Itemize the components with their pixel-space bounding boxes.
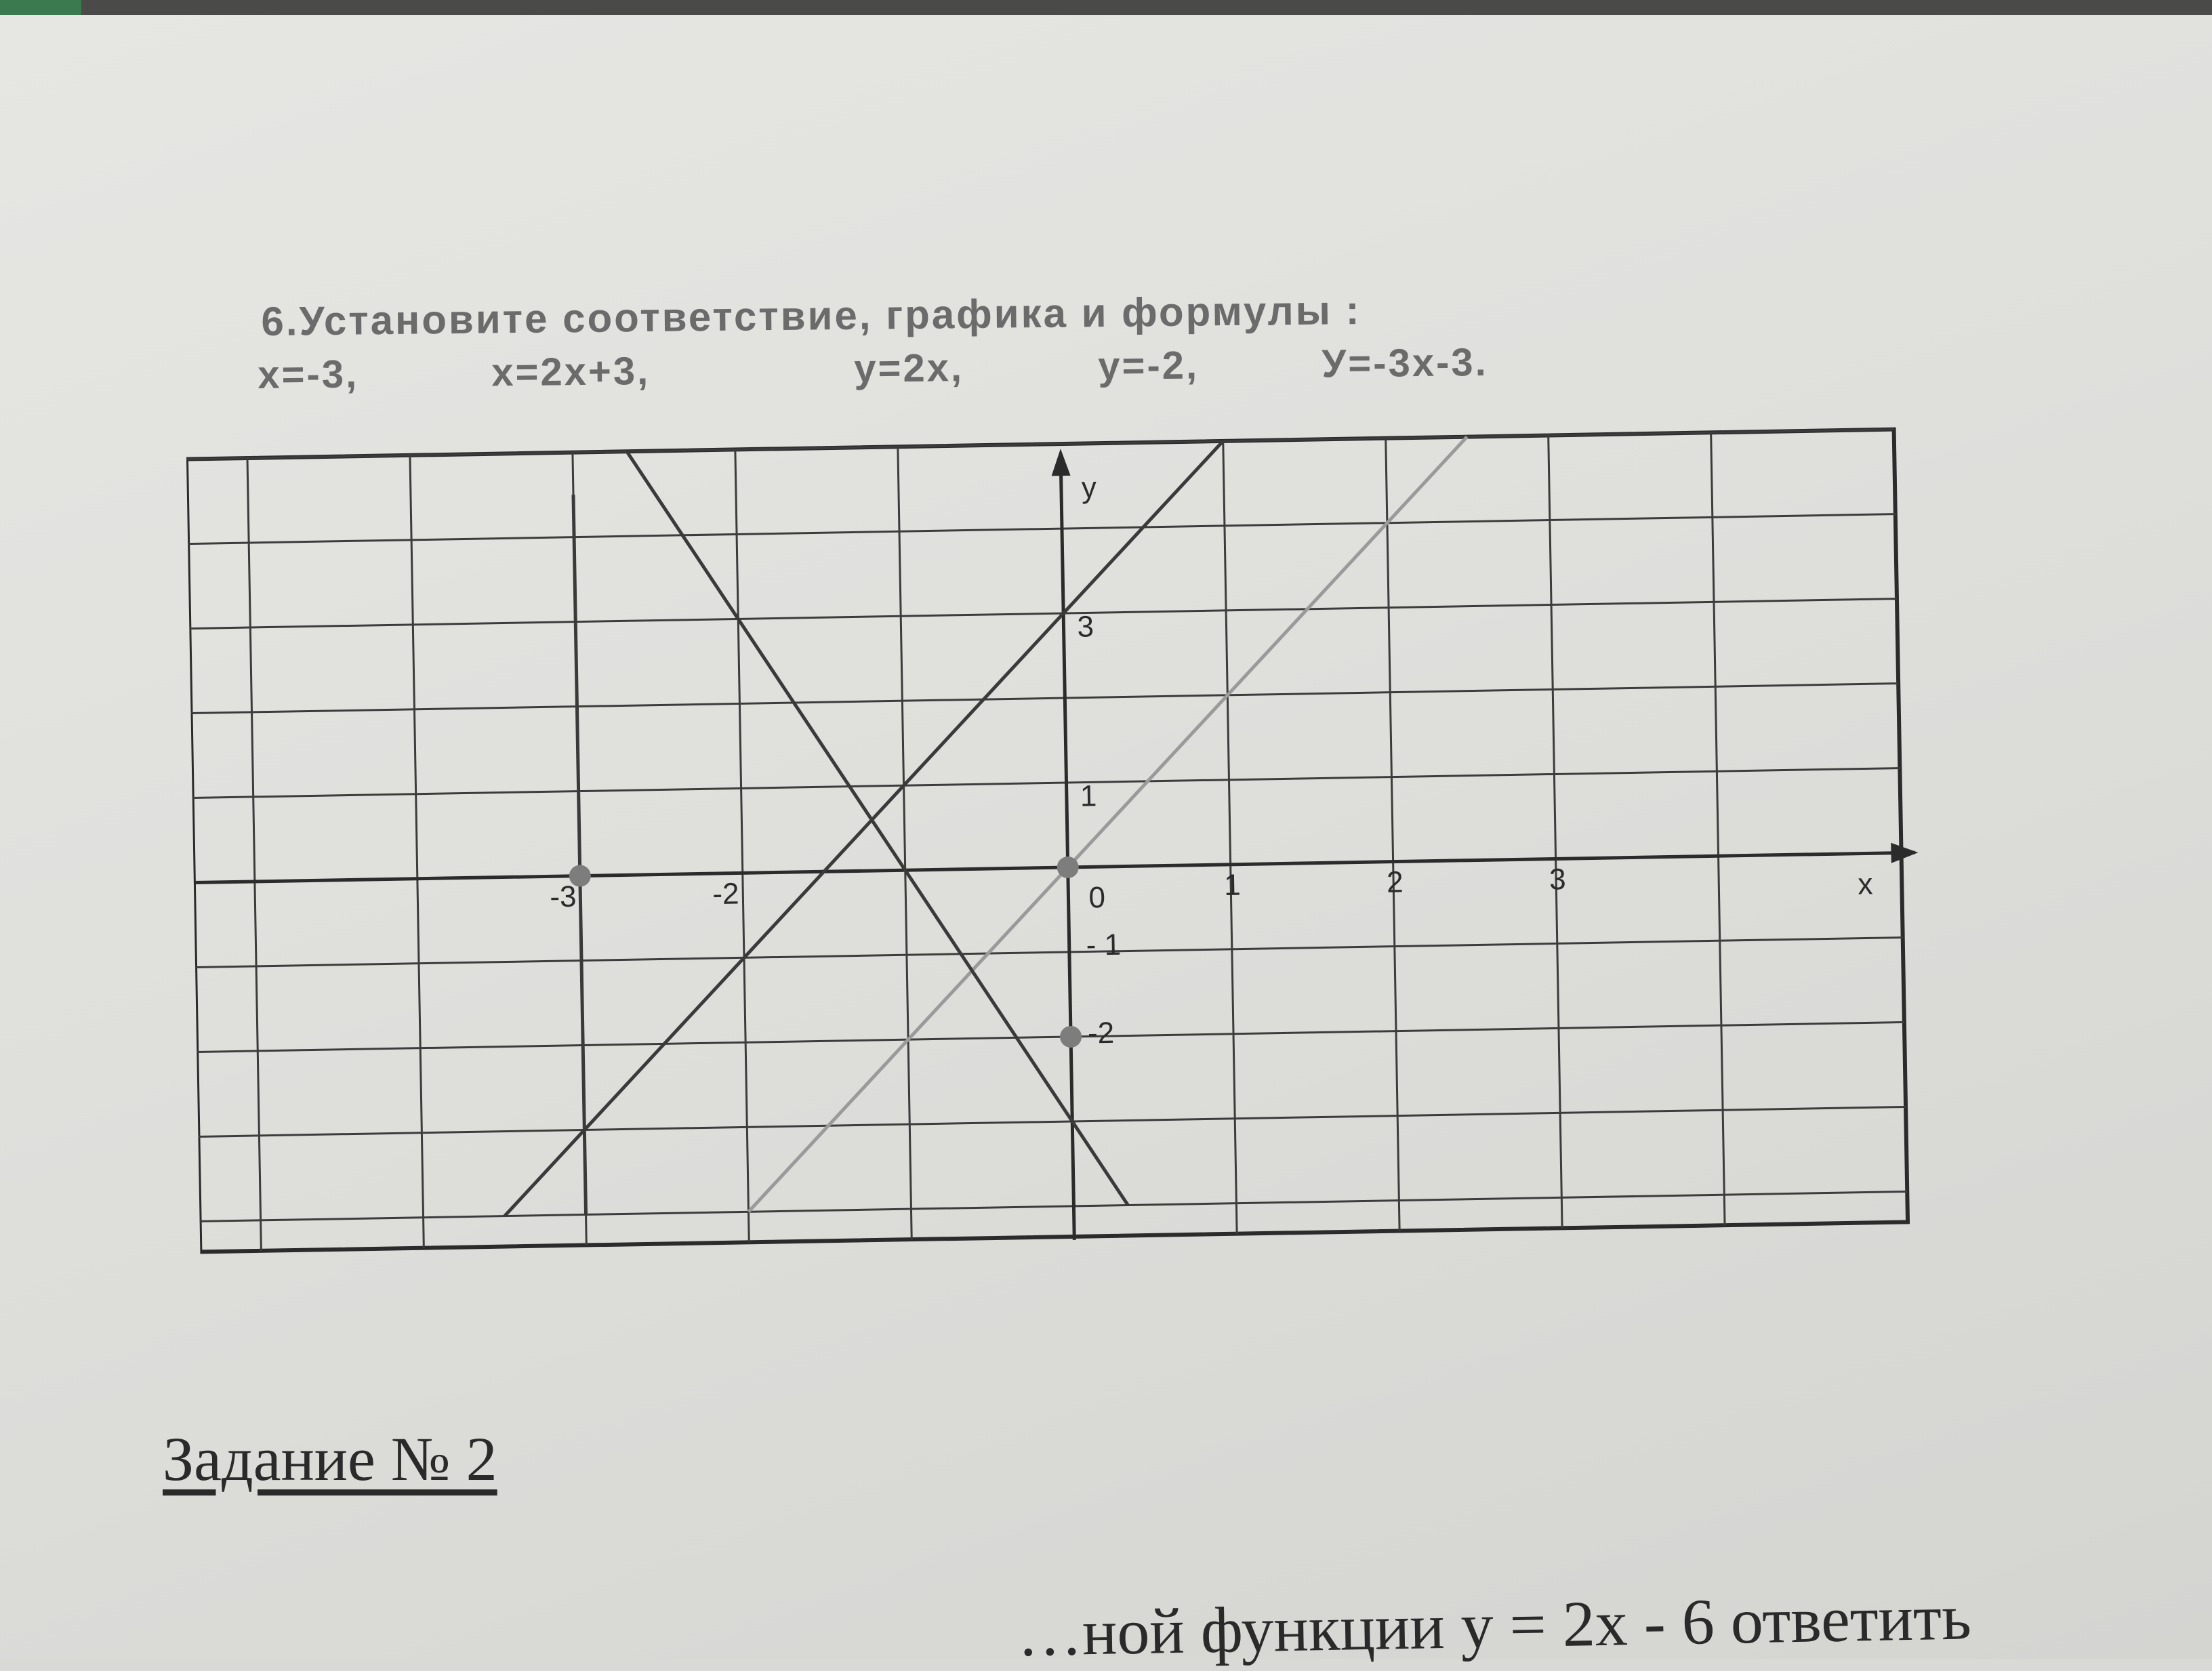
- y-axis-arrow: [1051, 449, 1071, 476]
- graph-line-2: [491, 441, 1236, 1216]
- x-axis: [194, 852, 1915, 882]
- y-tick-label-1: 1: [1080, 779, 1097, 813]
- grid-line-horizontal: [192, 768, 1900, 798]
- axis-x-label: x: [1857, 867, 1873, 901]
- grid-line-vertical: [1549, 436, 1562, 1229]
- graph-frame: [186, 430, 1908, 1252]
- bottom-text: …ной функции y = 2x - 6 ответить: [1017, 1580, 1972, 1670]
- formula-4: y=-2,: [1097, 343, 1200, 389]
- x-tick-label-neg2: -2: [712, 877, 739, 911]
- grid-line-vertical: [735, 449, 749, 1242]
- grid-line-vertical: [898, 447, 912, 1239]
- formula-5: У=-3x-3.: [1321, 339, 1489, 386]
- grid-line-vertical: [410, 455, 424, 1248]
- graph-point-3: [1060, 1026, 1082, 1048]
- formula-1: x=-3,: [258, 352, 359, 397]
- grid-line-horizontal: [195, 938, 1903, 968]
- x-axis-arrow: [1891, 842, 1919, 863]
- graph-line-1: [573, 495, 586, 1214]
- y-tick-label-3: 3: [1077, 610, 1094, 644]
- axis-y-label: y: [1081, 471, 1097, 505]
- grid-line-horizontal: [197, 1022, 1904, 1052]
- coordinate-graph: [186, 426, 1948, 1256]
- grid-line-vertical: [1386, 438, 1399, 1231]
- graph-svg: [186, 426, 1948, 1256]
- grid-line-vertical: [1223, 441, 1237, 1234]
- origin-label: 0: [1088, 881, 1106, 915]
- x-tick-label-1: 1: [1223, 868, 1242, 902]
- grid-line-vertical: [247, 458, 261, 1251]
- grid-line-horizontal: [198, 1107, 1906, 1136]
- graph-line-4: [627, 443, 1128, 1214]
- top-strip: [0, 0, 2212, 15]
- formula-3: y=2x,: [853, 346, 964, 391]
- graph-line-3: [735, 437, 1480, 1212]
- top-tab: [0, 0, 81, 15]
- grid-layer: [186, 430, 1908, 1252]
- grid-line-horizontal: [189, 599, 1897, 629]
- x-tick-label-neg3: -3: [549, 880, 577, 914]
- grid-line-horizontal: [188, 514, 1896, 544]
- grid-line-horizontal: [191, 684, 1899, 714]
- task-heading: 6.Установите соответствие, графика и формулы :: [261, 287, 1361, 344]
- x-tick-label-3: 3: [1549, 863, 1567, 896]
- grid-line-vertical: [1711, 432, 1725, 1225]
- task2-title: Задание № 2: [163, 1424, 497, 1493]
- y-tick-label-neg1: - 1: [1086, 928, 1122, 962]
- lines-layer: [491, 437, 1480, 1216]
- formula-2: x=2x+3,: [491, 348, 651, 395]
- grid-line-horizontal: [200, 1191, 1908, 1221]
- y-tick-label-neg2: -2: [1087, 1016, 1115, 1050]
- x-tick-label-2: 2: [1386, 865, 1404, 899]
- labels-layer: [543, 457, 1876, 1059]
